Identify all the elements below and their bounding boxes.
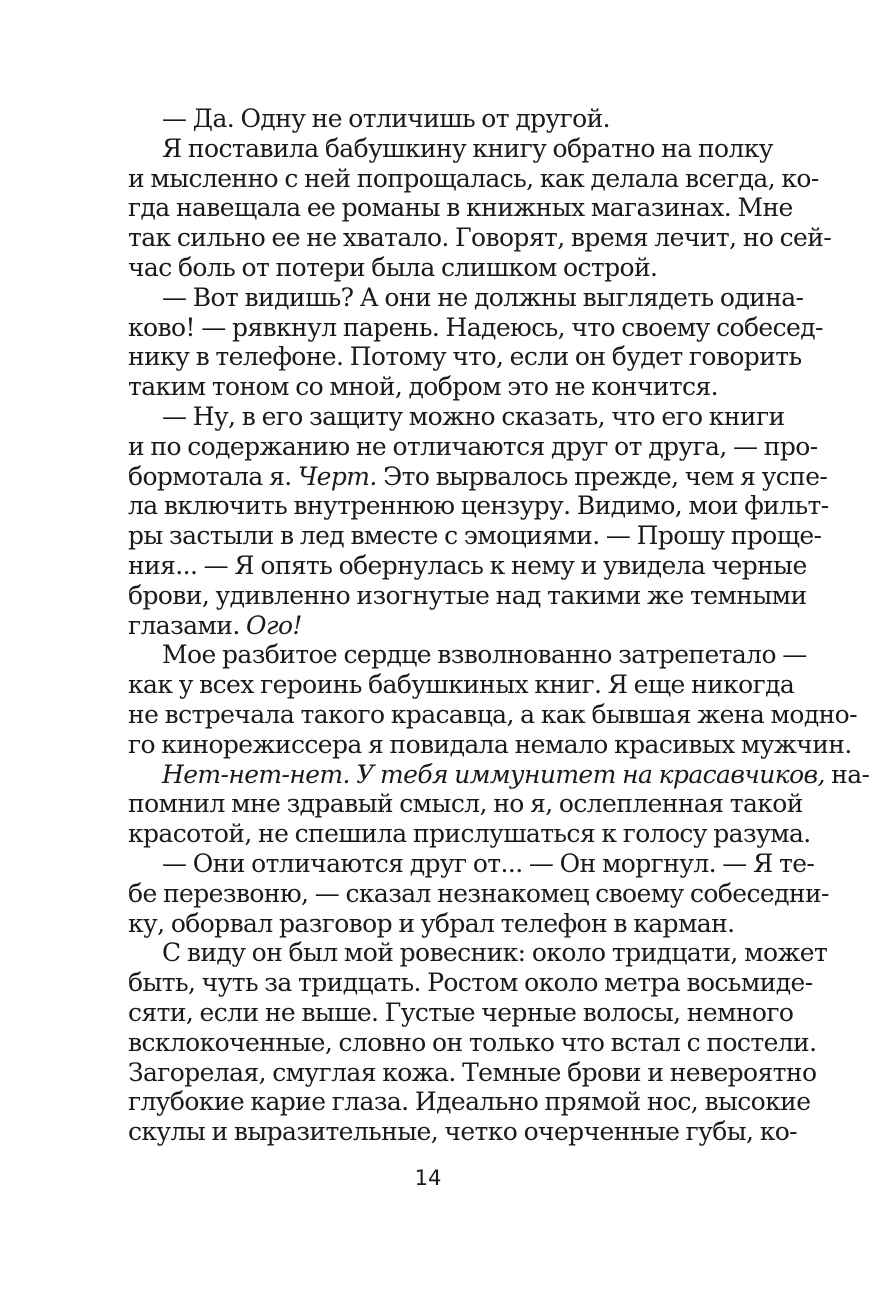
text-line: Я поставила бабушкину книгу обратно на полку: [162, 133, 773, 163]
italic-text: Нет-нет-нет. У тебя иммунитет на красавчиков,: [162, 759, 825, 789]
text-line: не встречала такого красавца, а как бывшая жена модно-: [128, 699, 857, 729]
text-run: бормотала я.: [128, 461, 298, 491]
italic-text: Черт.: [297, 461, 377, 491]
text-line: и по содержанию не отличаются друг от друга, — про-: [128, 431, 818, 461]
text-line: ры застыли в лед вместе с эмоциями. — Прошу проще-: [128, 521, 822, 551]
text-line: — Они отличаются друг от... — Он моргнул. — Я те-: [162, 848, 815, 878]
text-line: ково! — рявкнул парень. Надеюсь, что своему собесед-: [128, 312, 823, 342]
text-line: как у всех героинь бабушкиных книг. Я еще никогда: [128, 670, 795, 700]
text-line: ла включить внутреннюю цензуру. Видимо, мои фильт-: [128, 491, 829, 521]
text-line: — Да. Одну не отличишь от другой.: [162, 104, 610, 133]
text-line: бе перезвоню, — сказал незнакомец своему собеседни-: [128, 878, 829, 908]
text-line: глубокие карие глаза. Идеально прямой нос, высокие: [128, 1087, 811, 1117]
text-run: Это вырвалось прежде, чем я успе-: [376, 461, 828, 491]
text-run: глазами.: [128, 610, 247, 640]
text-line: [128, 759, 869, 790]
text-line: и мысленно с ней попрощалась, как делала всегда, ко-: [128, 163, 819, 193]
text-line: Загорелая, смуглая кожа. Темные брови и невероятно: [128, 1057, 817, 1087]
text-line: сяти, если не выше. Густые черные волосы, немного: [128, 997, 794, 1027]
text-line: так сильно ее не хватало. Говорят, время лечит, но сей-: [128, 223, 832, 253]
text-line: [128, 461, 828, 492]
text-run: на-: [824, 759, 869, 789]
text-line: красотой, не спешила прислушаться к голосу разума.: [128, 819, 811, 849]
page-number: 14: [414, 1166, 442, 1190]
text-line: таким тоном со мной, добром это не кончится.: [128, 372, 718, 402]
text-line: Мое разбитое сердце взволнованно затрепетало —: [162, 640, 807, 670]
text-line: всклокоченные, словно он только что встал с постели.: [128, 1027, 817, 1057]
text-line: брови, удивленно изогнутые над такими же темными: [128, 580, 807, 610]
text-line: час боль от потери была слишком острой.: [128, 252, 658, 282]
text-line: С виду он был мой ровесник: около тридцати, может: [162, 938, 828, 968]
text-line: нику в телефоне. Потому что, если он будет говорить: [128, 342, 802, 372]
text-line: ния... — Я опять обернулась к нему и увидела черные: [128, 550, 807, 580]
text-line: го кинорежиссера я повидала немало красивых мужчин.: [128, 729, 852, 759]
text-line: скулы и выразительные, четко очерченные губы, ко-: [128, 1117, 798, 1147]
italic-text: Ого!: [246, 610, 302, 640]
text-line: гда навещала ее романы в книжных магазинах. Мне: [128, 193, 793, 223]
body-text: [128, 104, 869, 1147]
text-line: [128, 611, 762, 641]
text-line: — Ну, в его защиту можно сказать, что его книги: [162, 401, 785, 431]
text-line: — Вот видишь? А они не должны выглядеть одина-: [162, 282, 804, 312]
text-line: ку, оборвал разговор и убрал телефон в карман.: [128, 908, 735, 938]
text-line: помнил мне здравый смысл, но я, ослепленная такой: [128, 789, 803, 819]
text-line: быть, чуть за тридцать. Ростом около метра восьмиде-: [128, 968, 813, 998]
